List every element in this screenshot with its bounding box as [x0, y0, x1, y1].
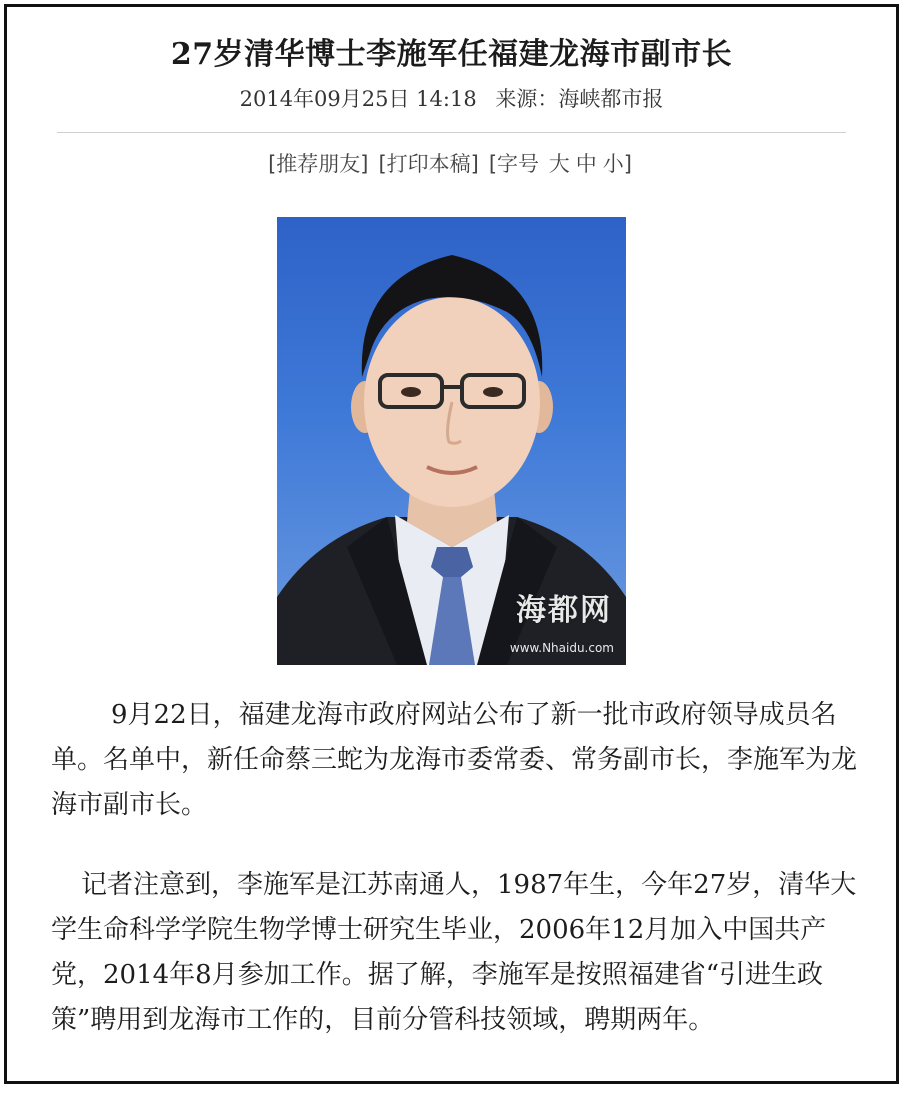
font-size-large-link[interactable]: 大 — [548, 152, 570, 176]
article-paragraph-1: 9月22日，福建龙海市政府网站公布了新一批市政府领导成员名单。名单中，新任命蔡三蛇为龙海市委常委、常务副市长，李施军为龙海市副市长。 — [51, 700, 858, 820]
article-title: 27岁清华博士李施军任福建龙海市副市长 — [170, 37, 733, 72]
article-paragraph-2: 记者注意到，李施军是江苏南通人，1987年生，今年27岁，清华大学生命科学学院生物学博士研究生毕业，2006年12月加入中国共产党，2014年8月参加工作。据了解，李施军是按照福建省“引进生政策”聘用到龙海市工作的，目前分管科技领域，聘期两年。 — [51, 870, 857, 1035]
article-frame — [4, 4, 899, 1084]
article-meta — [7, 83, 896, 113]
title-divider — [57, 132, 846, 133]
portrait-photo — [277, 217, 626, 665]
photo-watermark: 海都网 — [516, 593, 612, 628]
article-source: 来源：海峡都市报 — [495, 87, 664, 111]
font-size-medium-link[interactable]: 中 — [575, 152, 597, 176]
font-size-label: [字号 — [488, 152, 540, 176]
article-toolbar — [7, 148, 896, 178]
font-size-small-link[interactable]: 小] — [602, 152, 632, 176]
print-article-link[interactable]: [打印本稿] — [378, 152, 479, 176]
publish-datetime: 2014年09月25日 14:18 — [239, 87, 477, 111]
recommend-friend-link[interactable]: [推荐朋友] — [268, 152, 369, 176]
photo-watermark-url: www.Nhaidu.com — [509, 641, 614, 655]
